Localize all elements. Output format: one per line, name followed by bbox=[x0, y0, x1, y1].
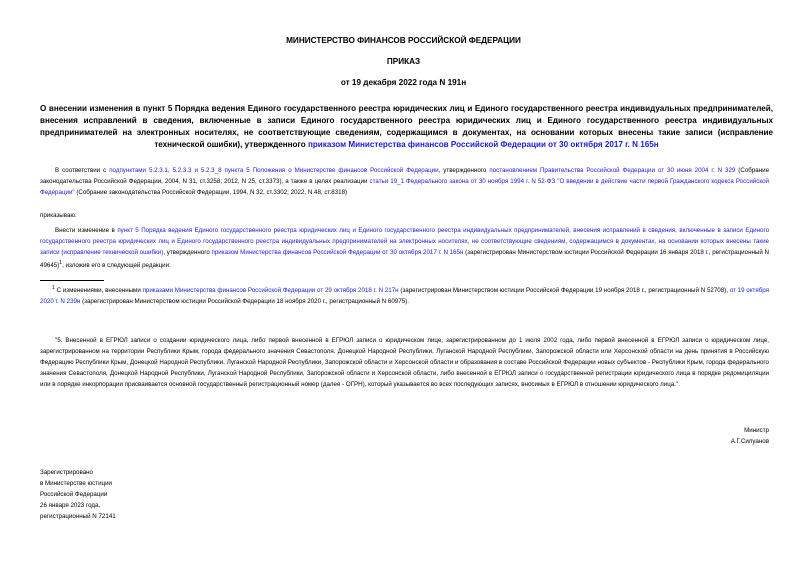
order-165n-amend-link[interactable]: приказом Министерства финансов Российской Федерации от 30 октября 2017 г. N 165н bbox=[211, 249, 464, 256]
amendment-text-1: Внести изменение в bbox=[55, 227, 118, 234]
footnote-text-1: С изменениями, внесенными bbox=[54, 287, 143, 295]
registration-line-1: Зарегистрировано bbox=[40, 469, 93, 476]
order-165n-link[interactable]: приказом Министерства финансов Российской Федерации от 30 октября 2017 г. N 165н bbox=[307, 140, 659, 149]
doc-type-heading: ПРИКАЗ bbox=[386, 57, 421, 66]
amendment-text-4: , изложив его в следующей редакции: bbox=[62, 262, 171, 270]
footnote-ref: 1 bbox=[59, 260, 63, 266]
preamble-text-2: , утвержденного bbox=[438, 167, 490, 174]
order-title-text: О внесении изменения в пункт 5 Порядка ведения Единого государственного реестра юридических лиц и Единого государственного реестра индивидуальных предпринимателей, внесения исправлений в сведения, включенные в записи Единого государственного реестра юридических лиц и Единого государственного реестра индивидуальных предпринимателей на электронных носителях, не соответствующие сведениям, содержащимся в документах, на основании которых внесены такие записи (исправление технической ошибки), утвержденного bbox=[40, 104, 773, 149]
preamble-text-4: (Собрание законодательства Российской Федерации, 1994, N 32, ст.3302; 2022, N 48, ст.8318) bbox=[74, 189, 348, 196]
government-decree-329-link[interactable]: постановлением Правительства Российской Федерации от 30 июня 2004 г. N 329 bbox=[489, 167, 736, 174]
preamble-text-3: (Собрание законодательства Российской Федерации, 2004, N 31, ст.3258; 2012, N 25, ст.3373), а также в целях реализации bbox=[40, 167, 770, 185]
federal-law-52fz-link[interactable]: статьи 19_1 Федерального закона от 30 ноября 1994 г. N 52-ФЗ "О введении в действие части первой Гражданского кодекса Российской Федерации" bbox=[40, 178, 769, 196]
amendment-text-2: , утвержденного bbox=[163, 249, 212, 256]
doc-date-heading: от 19 декабря 2022 года N 191н bbox=[340, 78, 467, 87]
ministry-heading: МИНИСТЕРСТВО ФИНАНСОВ РОССИЙСКОЙ ФЕДЕРАЦИИ bbox=[286, 36, 521, 45]
order-word: приказываю: bbox=[40, 212, 77, 219]
quoted-point-5: "5. Внесенной в ЕГРЮЛ записи о создании юридического лица, либо первой внесенной в ЕГРЮЛ записи о юридическом лице, зарегистрированном до 1 июля 2002 года, либо первой внесенной в ЕГРЮЛ записи о юридическом лице, зарегистрированном на территории Республики Крым, города федерального значения Севастополя, Донецкой Народной Республики, Луганской Народной Республики, Запорожской области или Херсонской области на день принятия в Российскую Федерацию Республики Крым, Донецкой Народной Республики, Луганской Народной Республики, Запорожской области и Херсонской области и образования в составе Российской Федерации новых субъектов - Республики Крым, города федерального значения Севастополя, Донецкой Народной Республики, Луганской Народной Республики, Запорожской области и Херсонской области, либо внесенной в ЕГРЮЛ записи о государственной регистрации юридического лица в порядке редомициляции или в порядке инкорпорации присваивается основной государственный регистрационный номер (далее - ОГРН), который указывается во всех последующих записях, вносимых в ЕГРЮЛ в отношении юридического лица.". bbox=[40, 337, 769, 388]
footnote-marker: 1 bbox=[52, 285, 55, 291]
order-239n-link[interactable]: от 19 октября 2020 г. N 239н bbox=[40, 287, 769, 306]
registration-line-2: в Министерстве юстиции bbox=[40, 480, 113, 487]
footnote-divider bbox=[40, 280, 104, 281]
footnote-text-3: (зарегистрирован Министерством юстиции Российской Федерации 18 ноября 2020 г., регистрационный N 60975). bbox=[80, 298, 409, 306]
signatory-name: А.Г.Силуанов bbox=[730, 438, 769, 445]
registration-line-4: 26 января 2023 года, bbox=[40, 502, 101, 509]
registration-line-3: Российской Федерации bbox=[40, 491, 108, 498]
signatory-position: Министр bbox=[744, 427, 769, 434]
amendment-paragraph bbox=[40, 225, 769, 271]
regulation-subparagraphs-link[interactable]: подпунктами 5.2.3.1, 5.2.3.3 и 5.2.3_8 пункта 5 Положения о Министерстве финансов Российской Федерации bbox=[109, 167, 439, 174]
amendment-text-3: (зарегистрирован Министерством юстиции Российской Федерации 16 января 2018 г., регистрационный N 49645) bbox=[40, 249, 770, 270]
procedure-point5-link[interactable]: пункт 5 Порядка ведения Единого государственного реестра юридических лиц и Единого государственного реестра индивидуальных предпринимателей, внесения исправлений в сведения, включенные в записи Единого государственного реестра юридических лиц и Единого государственного реестра индивидуальных предпринимателей на электронных носителях, не соответствующие сведениям, содержащимся в документах, на основании которых внесены такие записи (исправление технической ошибки) bbox=[40, 227, 770, 256]
order-title bbox=[40, 103, 773, 151]
preamble-text-1: В соответствии с bbox=[55, 167, 110, 174]
preamble-paragraph bbox=[40, 165, 769, 198]
order-217n-link[interactable]: приказами Министерства финансов Российской Федерации от 29 октября 2018 г. N 217н bbox=[142, 287, 399, 295]
footnote-text-2: (зарегистрирован Министерством юстиции Российской Федерации 19 ноября 2018 г., регистрационный N 52708), bbox=[398, 287, 730, 295]
footnote-paragraph bbox=[40, 283, 769, 307]
registration-line-5: регистрационный N 72141 bbox=[40, 513, 116, 520]
